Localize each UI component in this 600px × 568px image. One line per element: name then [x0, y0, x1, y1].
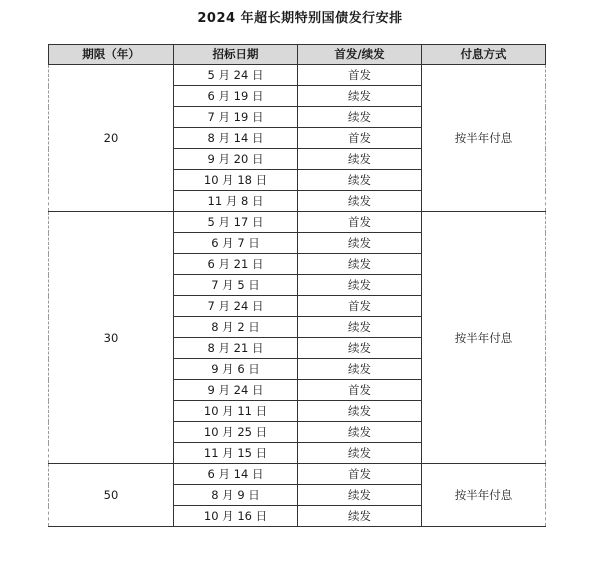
auction-date-cell: 9 月 20 日 [174, 149, 298, 170]
auction-date-cell: 7 月 24 日 [174, 296, 298, 317]
auction-date-cell: 10 月 11 日 [174, 401, 298, 422]
auction-date-cell: 7 月 19 日 [174, 107, 298, 128]
auction-date-cell: 11 月 8 日 [174, 191, 298, 212]
issue-type-cell: 续发 [298, 359, 422, 380]
term-cell: 20 [49, 65, 174, 212]
issue-type-cell: 续发 [298, 254, 422, 275]
table-row [49, 65, 546, 86]
header-date: 招标日期 [174, 45, 298, 65]
issue-type-cell: 续发 [298, 338, 422, 359]
auction-date-cell: 8 月 2 日 [174, 317, 298, 338]
auction-date-cell: 11 月 15 日 [174, 443, 298, 464]
issue-type-cell: 首发 [298, 65, 422, 86]
issue-type-cell: 续发 [298, 107, 422, 128]
issue-type-cell: 续发 [298, 485, 422, 506]
auction-date-cell: 6 月 19 日 [174, 86, 298, 107]
auction-date-cell: 6 月 7 日 [174, 233, 298, 254]
issue-type-cell: 续发 [298, 401, 422, 422]
issue-type-cell: 续发 [298, 317, 422, 338]
auction-date-cell: 10 月 18 日 [174, 170, 298, 191]
term-cell: 50 [49, 464, 174, 527]
payment-method-cell: 按半年付息 [422, 212, 546, 464]
header-term: 期限（年） [49, 45, 174, 65]
header-row [49, 45, 546, 65]
table-row [49, 212, 546, 233]
term-cell: 30 [49, 212, 174, 464]
auction-date-cell: 8 月 21 日 [174, 338, 298, 359]
table-row [49, 464, 546, 485]
auction-date-cell: 8 月 14 日 [174, 128, 298, 149]
auction-date-cell: 5 月 24 日 [174, 65, 298, 86]
issue-type-cell: 续发 [298, 233, 422, 254]
issue-type-cell: 首发 [298, 212, 422, 233]
header-type: 首发/续发 [298, 45, 422, 65]
auction-date-cell: 5 月 17 日 [174, 212, 298, 233]
issue-type-cell: 续发 [298, 422, 422, 443]
issue-type-cell: 续发 [298, 170, 422, 191]
issue-type-cell: 续发 [298, 149, 422, 170]
auction-date-cell: 8 月 9 日 [174, 485, 298, 506]
header-payment: 付息方式 [422, 45, 546, 65]
auction-date-cell: 10 月 25 日 [174, 422, 298, 443]
auction-date-cell: 10 月 16 日 [174, 506, 298, 527]
auction-date-cell: 6 月 14 日 [174, 464, 298, 485]
auction-date-cell: 6 月 21 日 [174, 254, 298, 275]
document-title: 2024 年超长期特别国债发行安排 [197, 11, 403, 26]
auction-date-cell: 9 月 6 日 [174, 359, 298, 380]
payment-method-cell: 按半年付息 [422, 464, 546, 527]
auction-date-cell: 9 月 24 日 [174, 380, 298, 401]
issue-type-cell: 续发 [298, 275, 422, 296]
issue-type-cell: 首发 [298, 296, 422, 317]
auction-date-cell: 7 月 5 日 [174, 275, 298, 296]
issue-type-cell: 续发 [298, 191, 422, 212]
issue-type-cell: 首发 [298, 464, 422, 485]
table-body [49, 65, 546, 527]
issue-type-cell: 续发 [298, 443, 422, 464]
issue-type-cell: 续发 [298, 506, 422, 527]
payment-method-cell: 按半年付息 [422, 65, 546, 212]
issue-type-cell: 续发 [298, 86, 422, 107]
issue-type-cell: 首发 [298, 380, 422, 401]
issue-type-cell: 首发 [298, 128, 422, 149]
bond-schedule-table [48, 44, 546, 527]
